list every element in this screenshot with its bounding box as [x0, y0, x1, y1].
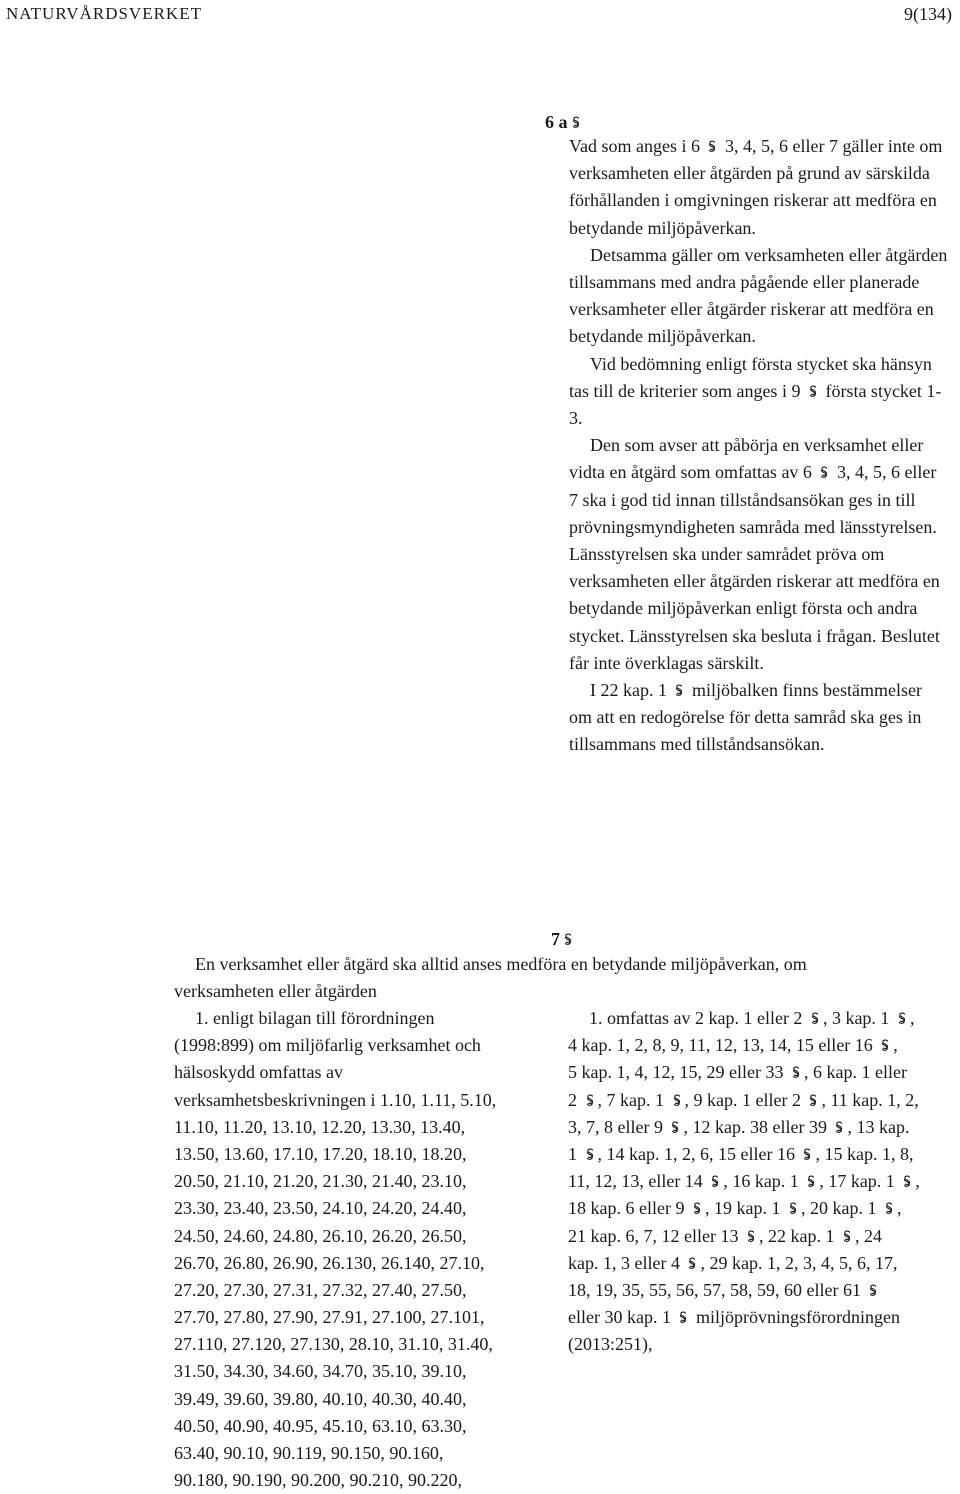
text-line: verksamhetsbeskrivningen i 1.10, 1.11, 5.10, — [174, 1089, 497, 1110]
section-sign-icon — [842, 1230, 852, 1244]
paragraph: Den som avser att påbörja en verksamhet eller vidta en åtgärd som omfattas av 6 3, 4, 5, 6 eller 7 ska i god tid innan tillståndsansökan ges in till prövningsmyndigheten samråda med länsstyrelsen. Länsstyrelsen ska under samrådet pröva om verksamheten eller åtgärden riskerar att medföra en betydande miljöpåverkan enligt första och andra stycket. Länsstyrelsen ska besluta i frågan. Beslutet får inte överklagas särskilt. — [569, 435, 940, 673]
text-line: 1. enligt bilagan till förordningen — [195, 1008, 435, 1028]
text-line: 2 , 7 kap. 1 , 9 kap. 1 eller 2 , 11 kap. 1, 2, — [568, 1089, 919, 1110]
text-line: 20.50, 21.10, 21.20, 21.30, 21.40, 23.10, — [174, 1171, 467, 1192]
intro-line: En verksamhet eller åtgärd ska alltid anses medföra en betydande miljöpåverkan, om — [195, 954, 807, 974]
paragraph: Vad som anges i 6 3, 4, 5, 6 eller 7 gäller inte om verksamheten eller åtgärden på grund av särskilda förhållanden i omgivningen riskerar att medföra en betydande miljöpåverkan. — [569, 136, 943, 238]
text-line: 90.180, 90.190, 90.200, 90.210, 90.220, — [174, 1470, 462, 1491]
section-sign-icon — [884, 1202, 894, 1216]
text-line: 4 kap. 1, 2, 8, 9, 11, 12, 13, 14, 15 eller 16 , — [568, 1035, 898, 1056]
section-sign-icon — [585, 1094, 595, 1108]
section-sign-icon — [802, 1148, 812, 1162]
text-line: 13.50, 13.60, 17.10, 17.20, 18.10, 18.20, — [174, 1143, 467, 1164]
section-sign-icon — [868, 1284, 878, 1298]
header-organization: NATURVÅRDSVERKET — [6, 4, 202, 23]
paragraph: Detsamma gäller om verksamheten eller åtgärden tillsammans med andra pågående eller planerade verksamheter eller åtgärder riskerar att medföra en betydande miljöpåverkan. — [569, 244, 948, 347]
section-sign-icon — [808, 1094, 818, 1108]
text-line: kap. 1, 3 eller 4 , 29 kap. 1, 2, 3, 4, 5, 6, 17, — [568, 1252, 898, 1273]
text-line: 11.10, 11.20, 13.10, 12.20, 13.30, 13.40, — [174, 1116, 466, 1137]
section-sign-icon — [585, 1148, 595, 1162]
intro-line: verksamheten eller åtgärden — [174, 981, 377, 1002]
section-sign-icon — [834, 1121, 844, 1135]
section-sign-icon — [710, 1175, 720, 1189]
text-line: 40.50, 40.90, 40.95, 45.10, 63.10, 63.30, — [174, 1415, 467, 1436]
section-7-right-column — [568, 1005, 920, 1358]
section-sign-icon — [692, 1202, 702, 1216]
text-line: (2013:251), — [568, 1334, 653, 1355]
text-line: 3, 7, 8 eller 9 , 12 kap. 38 eller 39 , 13 kap. — [568, 1116, 910, 1137]
text-line: (1998:899) om miljöfarlig verksamhet och — [174, 1035, 481, 1056]
section-sign-icon — [707, 140, 717, 154]
section-7-label: 7 — [551, 929, 560, 949]
paragraph: I 22 kap. 1 miljöbalken finns bestämmelser om att en redogörelse för detta samråd ska ges in tillsammans med tillståndsansökan. — [569, 680, 922, 755]
section-sign-icon — [563, 933, 573, 947]
section-sign-icon — [571, 116, 581, 130]
text-line: 63.40, 90.10, 90.119, 90.150, 90.160, — [174, 1443, 444, 1463]
text-line: 23.30, 23.40, 23.50, 24.10, 24.20, 24.40, — [174, 1198, 467, 1219]
section-sign-icon — [674, 684, 684, 698]
text-line: 1. omfattas av 2 kap. 1 eller 2 , 3 kap. 1 , — [589, 1008, 915, 1028]
text-line: 27.110, 27.120, 27.130, 28.10, 31.10, 31.40, — [174, 1334, 493, 1355]
section-sign-icon — [902, 1175, 912, 1189]
text-line: 26.70, 26.80, 26.90, 26.130, 26.140, 27.10, — [174, 1252, 485, 1273]
section-sign-icon — [687, 1257, 697, 1271]
text-line: 31.50, 34.30, 34.60, 34.70, 35.10, 39.10, — [174, 1361, 467, 1382]
text-line: 18, 19, 35, 55, 56, 57, 58, 59, 60 eller 61 — [568, 1277, 920, 1304]
section-7-heading — [551, 927, 576, 951]
section-sign-icon — [672, 1094, 682, 1108]
section-sign-icon — [746, 1230, 756, 1244]
text-line: 21 kap. 6, 7, 12 eller 13 , 22 kap. 1 , 24 — [568, 1225, 882, 1246]
text-line: eller 30 kap. 1 miljöprövningsförordningen — [568, 1307, 900, 1328]
section-sign-icon — [810, 1012, 820, 1026]
section-sign-icon — [791, 1066, 801, 1080]
text-line: 24.50, 24.60, 24.80, 26.10, 26.20, 26.50, — [174, 1225, 467, 1246]
section-6a-body — [569, 133, 949, 759]
paragraph: Vid bedömning enligt första stycket ska hänsyn tas till de kriterier som anges i 9 första stycket 1-3. — [569, 353, 942, 429]
page-number: 9(134) — [904, 4, 952, 24]
text-line: hälsoskydd omfattas av — [174, 1062, 343, 1083]
section-sign-icon — [880, 1039, 890, 1053]
text-line: 5 kap. 1, 4, 12, 15, 29 eller 33 , 6 kap. 1 eller — [568, 1062, 907, 1083]
text-line: 27.20, 27.30, 27.31, 27.32, 27.40, 27.50, — [174, 1279, 467, 1300]
text-line: 18 kap. 6 eller 9 , 19 kap. 1 , 20 kap. 1 , — [568, 1198, 902, 1219]
section-6a-label: 6 a — [545, 112, 568, 132]
section-sign-icon — [808, 385, 818, 399]
text-line: 11, 12, 13, eller 14 , 16 kap. 1 , 17 kap. 1 , — [568, 1171, 920, 1192]
text-line: 27.70, 27.80, 27.90, 27.91, 27.100, 27.101, — [174, 1307, 485, 1328]
section-sign-icon — [678, 1311, 688, 1325]
section-sign-icon — [806, 1175, 816, 1189]
section-6a-heading — [545, 110, 584, 134]
section-sign-icon — [819, 466, 829, 480]
section-sign-icon — [897, 1012, 907, 1026]
section-7-intro — [174, 951, 807, 1005]
text-line: 1 , 14 kap. 1, 2, 6, 15 eller 16 , 15 kap. 1, 8, — [568, 1143, 914, 1164]
section-sign-icon — [670, 1121, 680, 1135]
section-sign-icon — [788, 1202, 798, 1216]
text-line: 39.49, 39.60, 39.80, 40.10, 40.30, 40.40, — [174, 1388, 467, 1409]
section-7-left-column — [174, 1005, 496, 1494]
